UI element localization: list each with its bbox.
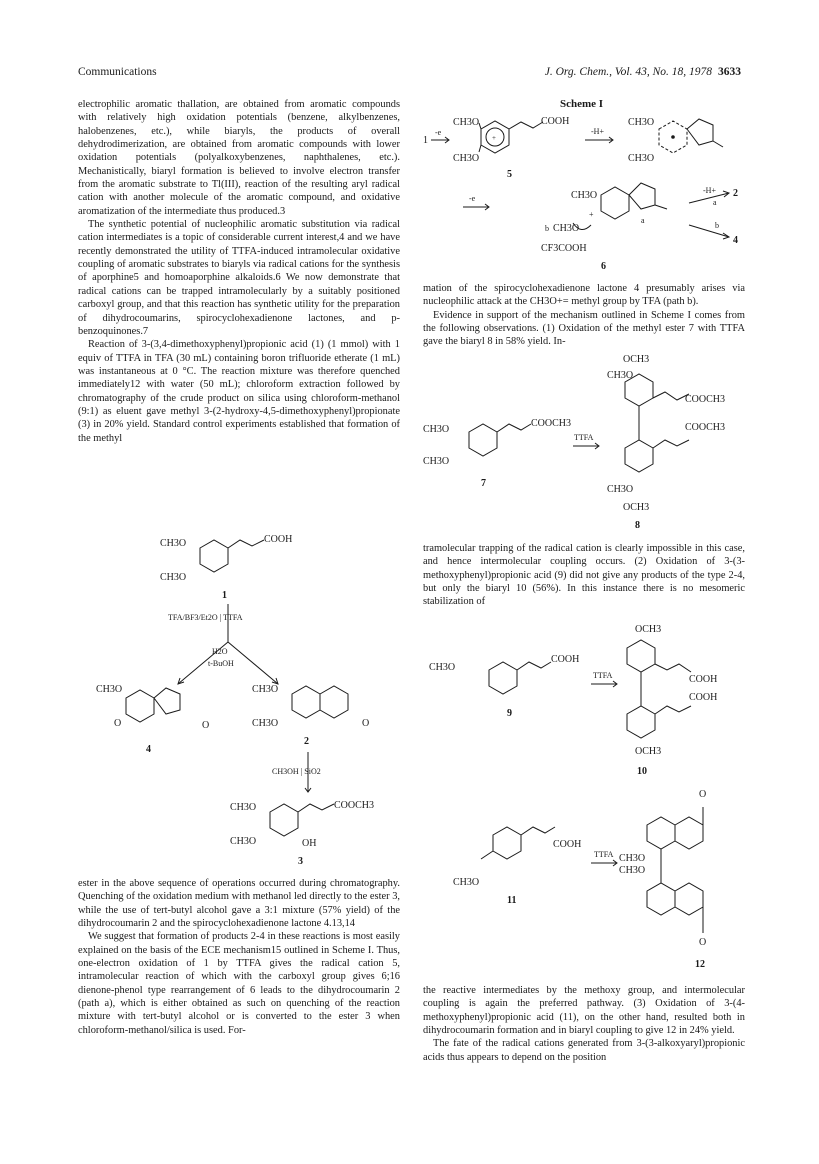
methoxy-label: OCH3 — [623, 502, 650, 513]
paragraph: The synthetic potential of nucleophilic aromatic substitution via radical cation intermediates is a topic of considerable current interest,4 and we have recently demonstrated the utility of TTFA-induced intramolecular oxidative coupling of aromatic substrates to biaryls via radical cations for the synthesis of aporphine5 and homoaporphine alkaloids.6 We now demonstrate that radical cations can be trapped intramolecularly by a suitably positioned carboxyl group, and that this reaction has synthetic utility for the preparation of dihydrocoumarins, spirocyclohexadienone lactones, and p-benzoquinones.7 — [78, 219, 400, 337]
radical-dot — [672, 136, 675, 139]
compound-label-7: 7 — [481, 478, 486, 489]
methoxy-label: CH3O — [160, 572, 187, 583]
reaction-1-products-drawing — [78, 530, 400, 875]
methoxy-label: CH3O — [628, 117, 655, 128]
left-column-bottom — [78, 877, 400, 1037]
page-number: 3633 — [718, 66, 741, 78]
carboxyl-label: COOH — [264, 534, 293, 545]
compound-label-8: 8 — [635, 520, 640, 531]
reagent-minus-e: -e — [469, 194, 476, 203]
lactone-ring-bottom — [675, 883, 703, 915]
compound-label-6: 6 — [601, 261, 606, 272]
path-label-b: b — [545, 224, 549, 233]
methoxy-label: CH3O — [453, 153, 480, 164]
ester-label: COOCH3 — [531, 418, 572, 429]
paragraph: Evidence in support of the mechanism outlined in Scheme I comes from the following observations. (1) Oxidation of the methyl ester 7 with TTFA gave the biaryl 8 in 58% yield. In- — [423, 309, 745, 348]
ester-chain — [653, 392, 689, 400]
methoxy-label: CH3O — [453, 877, 480, 888]
ester-chain — [497, 424, 531, 432]
scheme-label-1: 1 — [423, 135, 428, 146]
reagent-methanol-silica: CH3OH | SiO2 — [272, 767, 321, 776]
compound-label-11: 11 — [507, 895, 517, 906]
methoxy-label: CH3O — [429, 662, 456, 673]
propionic-chain — [521, 827, 555, 835]
ketone-oxygen: O — [114, 718, 122, 729]
ester-chain — [298, 804, 334, 812]
product-label-2: 2 — [733, 188, 738, 199]
carboxyl-label: COOH — [689, 692, 718, 703]
propionic-chain — [517, 662, 551, 670]
paragraph: mation of the spirocyclohexadienone lactone 4 presumably arises via nucleophilic attack at the CH3O+= methyl group by TFA (path b). — [423, 283, 745, 308]
carboxyl-label: COOH — [541, 116, 570, 127]
paragraph: the reactive intermediates by the methoxy group, and intermolecular coupling is again the preferred pathway. (3) Oxidation of 3-(4-methoxyphenyl)propionic acid (11), on the other hand, resulted both in dihydrocoumarin formation and in biaryl coupling to give 12 in 24% yield. — [423, 985, 745, 1037]
reagent-ttfa: TTFA — [574, 433, 594, 442]
ester-label: COOCH3 — [685, 422, 726, 433]
propionic-chain — [228, 540, 264, 548]
methoxy-label: OCH3 — [623, 354, 650, 365]
reagent-ttfa: TTFA — [594, 850, 614, 859]
methoxy-label: CH3O — [453, 117, 480, 128]
compound-label-9: 9 — [507, 708, 512, 719]
carboxyl-label: COOH — [689, 674, 718, 685]
methoxy-label: OCH3 — [635, 624, 662, 635]
methoxy-label: CH3O — [160, 538, 187, 549]
methoxy-label: CH3O — [252, 718, 279, 729]
biaryl-ring-top — [627, 640, 655, 672]
carbonyl-oxygen: O — [362, 718, 370, 729]
methoxy-label: CH3O — [619, 865, 646, 876]
paragraph: We suggest that formation of products 2-4 in these reactions is most easily explained on the basis of the ECE mechanism15 outlined in Scheme I. Thus, one-electron oxidation of 1 by TTFA gives the radical cation 5, intramolecular reaction of which with the carboxyl group gives 6;16 dienone-phenol type rearrangement of 6 leads to the dihydrocoumarin 2 (path a), which is either obtained as such on quenching of the reaction mixture with tert-butyl alcohol or is converted to the ester 3 when chloroform-methanol/silica is used. For- — [78, 931, 400, 1036]
reaction-7-to-8-drawing — [423, 352, 745, 534]
lactone-ring-6 — [629, 183, 655, 209]
right-column-block-1 — [423, 282, 745, 349]
methoxy-label: CH3O — [607, 370, 634, 381]
paragraph: The fate of the radical cations generated from 3-(3-alkoxyaryl)propionic acids thus appears to depend on the position — [423, 1038, 745, 1063]
propionic-chain — [509, 122, 543, 129]
carboxyl-label: COOH — [553, 839, 582, 850]
benzene-ring-9 — [489, 662, 517, 694]
reaction-arrow-right — [228, 642, 278, 684]
carbonyl-bond — [713, 141, 723, 147]
methoxy-label: CH3O — [96, 684, 123, 695]
reaction-11-to-12-drawing — [423, 785, 745, 973]
right-column-block-2 — [423, 542, 745, 609]
biaryl-ring-bottom — [625, 440, 653, 472]
compound-label-2: 2 — [304, 736, 309, 747]
reagent-tert-butanol: t-BuOH — [208, 659, 234, 668]
reagent-ttfa: TTFA — [593, 671, 613, 680]
reaction-1-products-figure — [78, 530, 400, 875]
methoxy-label: CH3O — [423, 424, 450, 435]
methoxy-label: CH3O — [628, 153, 655, 164]
methoxy-label: CH3O — [230, 802, 257, 813]
path-label-a: a — [713, 198, 717, 207]
biaryl-ring-bottom — [647, 883, 675, 915]
reagent-water: H2O — [212, 647, 228, 656]
methoxy-label: CH3O — [619, 853, 646, 864]
carbonyl-bond — [655, 205, 667, 209]
propionic-chain — [655, 706, 691, 714]
methoxy-label: CH3O — [230, 836, 257, 847]
reaction-9-to-10-drawing — [423, 620, 745, 780]
reagent-minus-h: -H+ — [703, 186, 716, 195]
oxonium-plus: + — [589, 210, 594, 219]
reagent-ttfa: TFA/BF3/Et2O | TTFA — [168, 613, 243, 622]
running-head-journal — [545, 66, 741, 78]
reaction-arrow-b — [689, 225, 729, 237]
ester-chain — [653, 440, 689, 448]
benzene-ring-3 — [270, 804, 298, 836]
ester-label: COOCH3 — [334, 800, 375, 811]
compound-label-5: 5 — [507, 169, 512, 180]
compound-label-1: 1 — [222, 590, 227, 601]
compound-label-3: 3 — [298, 856, 303, 867]
benzene-ring-2 — [292, 686, 320, 718]
methoxy-label: CH3O — [553, 223, 580, 234]
paragraph: ester in the above sequence of operations occurred during chromatography. Quenching of the oxidation medium with methanol led directly to the ester 3, while the use of tert-butyl alcohol gave a 3:1 mixture (57% yield) of the dihydrocoumarin 2 and the spirocyclohexadienone lactone 4.13,14 — [78, 878, 400, 930]
compound-label-12: 12 — [695, 959, 705, 970]
lactone-ring-4 — [154, 688, 180, 714]
lactone-ring-top — [675, 817, 703, 849]
methoxy-label: CH3O — [423, 456, 450, 467]
reaction-9-to-10-figure — [423, 620, 745, 780]
biaryl-ring-top — [647, 817, 675, 849]
methoxy-label: CH3O — [252, 684, 279, 695]
scheme-title: Scheme I — [560, 98, 604, 110]
lactone-ring — [687, 119, 713, 145]
running-head-section: Communications — [78, 66, 157, 78]
radical-cation-sign: + — [492, 134, 496, 142]
methoxy-label: OCH3 — [635, 746, 662, 757]
bond — [479, 145, 481, 152]
hydroxyl-label: OH — [302, 838, 317, 849]
reagent-minus-e: -e — [435, 128, 442, 137]
carbonyl-oxygen: O — [202, 720, 210, 731]
left-column-top — [78, 98, 400, 445]
paragraph: tramolecular trapping of the radical cation is clearly impossible in this case, and hence intermolecular coupling occurs. (2) Oxidation of 3-(3-methoxyphenyl)propionic acid (9) did not give any products of the type 2-4, but only the biaryl 10 (56%). In this instance there is no mesomeric stabilization of — [423, 543, 745, 608]
benzene-ring-1 — [200, 540, 228, 572]
compound-label-4: 4 — [146, 744, 151, 755]
path-label-b: b — [715, 221, 719, 230]
ester-label: COOCH3 — [685, 394, 726, 405]
carbonyl-oxygen: O — [699, 937, 707, 948]
compound-label-10: 10 — [637, 766, 647, 777]
reagent-minus-h: -H+ — [591, 127, 604, 136]
scheme-1-figure — [423, 95, 745, 273]
cyclohexadienone-ring — [126, 690, 154, 722]
product-label-4: 4 — [733, 235, 738, 246]
benzene-ring-7 — [469, 424, 497, 456]
lactone-ring-2 — [320, 686, 348, 718]
propionic-chain — [655, 664, 691, 672]
path-label-a: a — [641, 216, 645, 225]
carboxyl-label: COOH — [551, 654, 580, 665]
bond — [481, 851, 493, 859]
cyclohexadienyl-ring-6 — [601, 187, 629, 219]
paragraph: Reaction of 3-(3,4-dimethoxyphenyl)propionic acid (1) (1 mmol) with 1 equiv of TTFA in TFA (30 mL) containing boron trifluoride etherate (1 mL) was instantaneous at 0 °C. The reaction mixture was therefore quenched immediately12 with water (50 mL); chloroform extraction followed by chromatography of the crude product on silica using chloroform-methanol (9:1) as eluent gave methyl 3-(2-hydroxy-4,5-dimethoxyphenyl)propionate (3) in 20% yield. Standard control experiments established that formation of the methyl — [78, 339, 400, 444]
biaryl-ring-bottom — [627, 706, 655, 738]
paragraph: electrophilic aromatic thallation, are obtained from aromatic compounds with relatively high oxidation potentials (benzene, alkylbenzenes, halobenzenes, etc.), while biaryls, the products of overall dehydrodimerization, are obtained from aromatic compounds with lower oxidation potentials (polyalkoxybenzenes, naphthalenes, etc.). Mechanistically, biaryl formation is believed to involve electron transfer from the aromatic substrate to Tl(III), reaction of the resulting aryl radical cation with another molecule of the aromatic compound, and oxidative aromatization of the intermediate thus produced.3 — [78, 99, 400, 217]
bond — [479, 123, 481, 129]
right-column-block-3 — [423, 984, 745, 1064]
carbonyl-oxygen: O — [699, 789, 707, 800]
scheme-1-drawing — [423, 95, 745, 273]
methoxy-label: CH3O — [607, 484, 634, 495]
journal-citation: J. Org. Chem., Vol. 43, No. 18, 1978 — [544, 66, 712, 78]
methoxy-label: CH3O — [571, 190, 598, 201]
trifluoroacetic-acid-label: CF3COOH — [541, 243, 587, 254]
reaction-7-to-8-figure — [423, 352, 745, 534]
reaction-11-to-12-figure — [423, 785, 745, 973]
benzene-ring-11 — [493, 827, 521, 859]
